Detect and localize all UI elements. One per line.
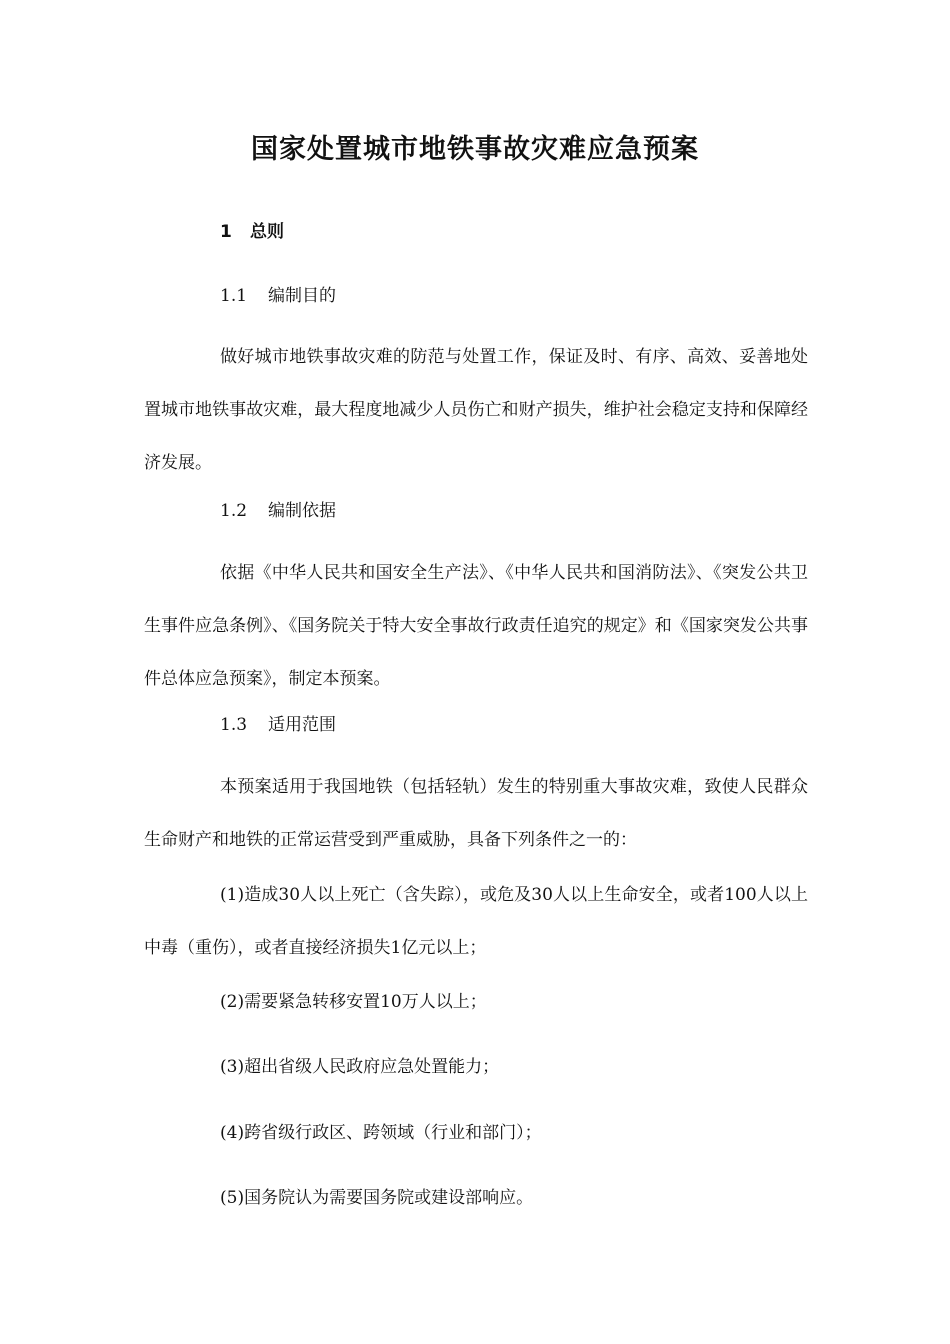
list-item-condition-5: (5)国务院认为需要国务院或建设部响应。 <box>220 1188 534 1208</box>
paragraph-basis: 依据《中华人民共和国安全生产法》、《中华人民共和国消防法》、《突发公共卫生事件应急条例》、《国务院关于特大安全事故行政责任追究的规定》和《国家突发公共事件总体应急预案》，制定本预案。 <box>144 563 808 689</box>
paragraph-scope: 本预案适用于我国地铁（包括轻轨）发生的特别重大事故灾难，致使人民群众生命财产和地铁的正常运营受到严重威胁，具备下列条件之一的： <box>144 777 808 850</box>
subsection-heading-scope <box>220 711 336 739</box>
subsection-number: 1.3 <box>220 715 248 735</box>
section-label: 总则 <box>250 222 284 242</box>
paragraph-purpose: 做好城市地铁事故灾难的防范与处置工作，保证及时、有序、高效、妥善地处置城市地铁事故灾难，最大程度地减少人员伤亡和财产损失，维护社会稳定支持和保障经济发展。 <box>144 347 808 473</box>
subsection-label: 编制依据 <box>268 501 336 521</box>
document-title: 国家处置城市地铁事故灾难应急预案 <box>251 134 699 165</box>
list-item-condition-4: (4)跨省级行政区、跨领域（行业和部门）； <box>220 1123 542 1143</box>
list-item-condition-3: (3)超出省级人民政府应急处置能力； <box>220 1057 500 1077</box>
list-item-condition-1: (1)造成30人以上死亡（含失踪），或危及30人以上生命安全，或者100人以上中毒（重伤），或者直接经济损失1亿元以上； <box>144 885 808 958</box>
subsection-number: 1.2 <box>220 501 248 521</box>
subsection-label: 适用范围 <box>268 715 336 735</box>
subsection-heading-basis <box>220 497 336 525</box>
subsection-heading-purpose <box>220 282 336 310</box>
subsection-number: 1.1 <box>220 286 248 306</box>
section-number: 1 <box>220 222 232 242</box>
section-heading-general <box>220 218 284 246</box>
subsection-label: 编制目的 <box>268 286 336 306</box>
list-item-condition-2: (2)需要紧急转移安置10万人以上； <box>220 992 487 1012</box>
